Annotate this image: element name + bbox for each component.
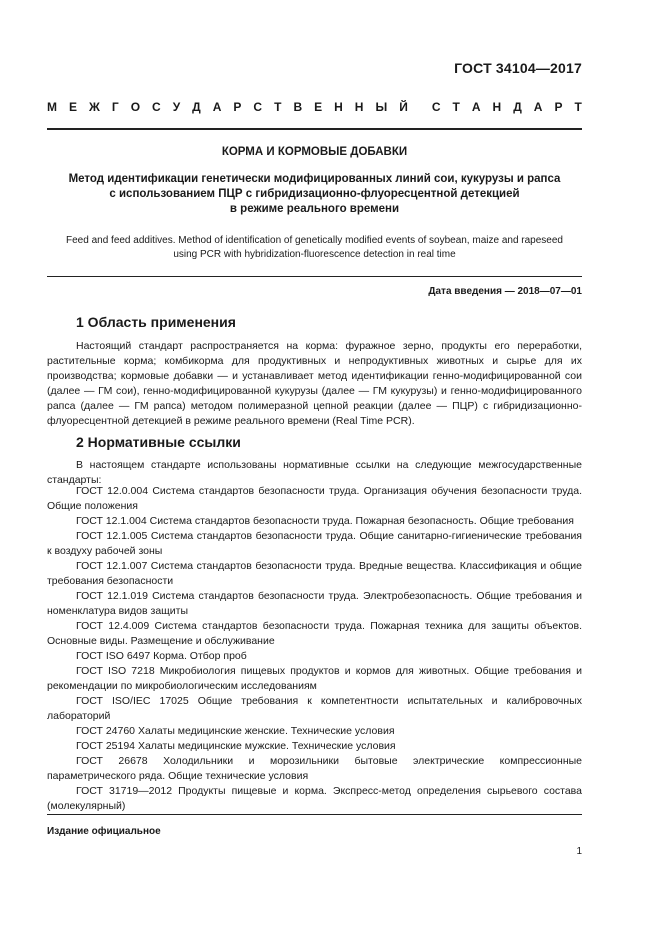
standard-type-letter: А — [212, 100, 222, 114]
standard-type-letter: Й — [399, 100, 408, 114]
reference-item — [47, 784, 582, 814]
standard-type-letter: Н — [334, 100, 343, 114]
subtitle-line: в режиме реального времени — [229, 203, 400, 215]
english-title-line: using PCR with hybridization-fluorescence detection in real time — [173, 248, 456, 260]
main-title: КОРМА И КОРМОВЫЕ ДОБАВКИ — [221, 146, 408, 158]
standard-type-letter: Р — [554, 100, 563, 114]
page-number: 1 — [576, 846, 582, 857]
standard-type-letter: Н — [492, 100, 502, 114]
reference-item — [47, 589, 582, 619]
section-1-text — [47, 339, 582, 429]
reference-text: ГОСТ 25194 Халаты медицинские мужские. Технические условия — [76, 740, 396, 752]
header-divider — [47, 128, 582, 130]
reference-text: ГОСТ ISO 7218 Микробиология пищевых продуктов и кормов для животных. Общие требования и рекомендации по микробиологическим исследованиям — [47, 665, 582, 692]
standard-type-letter: А — [533, 100, 543, 114]
standard-type-letter: Н — [354, 100, 364, 114]
reference-item — [47, 484, 582, 514]
reference-item — [47, 739, 582, 754]
subtitle — [47, 172, 582, 217]
reference-text: ГОСТ 12.4.009 Система стандартов безопасности труда. Пожарная техника для защиты объектов. Основные виды. Размещение и обслуживание — [47, 620, 582, 647]
section-2-title: 2 Нормативные ссылки — [76, 434, 241, 450]
title-divider — [47, 276, 582, 277]
reference-text: ГОСТ ISO 6497 Корма. Отбор проб — [76, 650, 247, 662]
normative-references-list — [47, 484, 582, 814]
footer-divider — [47, 814, 582, 815]
reference-item — [47, 529, 582, 559]
standard-type-heading — [47, 100, 582, 114]
reference-item — [47, 754, 582, 784]
standard-type-letter: В — [293, 100, 303, 114]
reference-item — [47, 664, 582, 694]
standard-type-letter: А — [471, 100, 481, 114]
reference-item — [47, 559, 582, 589]
standard-type-letter: Т — [274, 100, 282, 114]
standard-type-letter: С — [152, 100, 161, 114]
section-1-body: Настоящий стандарт распространяется на корма: фуражное зерно, продукты его переработки, растительные корма; комбикорма для продуктивных и непродуктивных животных и сырье для их производства; кормовые добавки — и устанавливает метод идентификации генно-модифицированной сои (далее — ГМ сои), генно-модифицированной кукурузы (далее — ГМ кукурузы) и генно-модифицированного рапса (далее — ГМ рапса) методом полимеразной цепной реакции (далее — ПЦР) с гибридизационно-флуоресцентной детекцией в режиме реального времени (Real Time PCR). — [47, 340, 582, 427]
reference-text: ГОСТ 26678 Холодильники и морозильники бытовые электрические компрессионные параметрического ряда. Общие технические условия — [47, 755, 582, 782]
standard-type-letter: У — [172, 100, 181, 114]
reference-text: ГОСТ 12.1.004 Система стандартов безопасности труда. Пожарная безопасность. Общие требования — [76, 515, 574, 527]
reference-item — [47, 619, 582, 649]
reference-text: ГОСТ 12.1.007 Система стандартов безопасности труда. Вредные вещества. Классификация и общие требования безопасности — [47, 560, 582, 587]
reference-text: ГОСТ 24760 Халаты медицинские женские. Технические условия — [76, 725, 395, 737]
standard-type-letter: Т — [452, 100, 460, 114]
standard-type-letter: Т — [574, 100, 582, 114]
standard-type-letter: С — [431, 100, 441, 114]
standard-type-letter: Е — [69, 100, 78, 114]
reference-item — [47, 694, 582, 724]
reference-item — [47, 649, 582, 664]
reference-text: ГОСТ 12.1.019 Система стандартов безопасности труда. Электробезопасность. Общие требования и номенклатура видов защиты — [47, 590, 582, 617]
reference-item — [47, 724, 582, 739]
standard-type-letter: Г — [111, 100, 119, 114]
reference-text: ГОСТ ISO/IEC 17025 Общие требования к компетентности испытательных и калибровочных лабораторий — [47, 695, 582, 722]
standard-type-letter: Ж — [89, 100, 100, 114]
edition-note: Издание официальное — [47, 826, 161, 837]
standard-type-letter: Д — [513, 100, 522, 114]
section-2-intro-text: В настоящем стандарте использованы нормативные ссылки на следующие межгосударственные стандарты: — [47, 459, 582, 486]
standard-type-letter: Д — [192, 100, 201, 114]
standard-type-letter: Е — [314, 100, 323, 114]
subtitle-line: с использованием ПЦР с гибридизационно-флуоресцентной детекцией — [109, 188, 520, 200]
english-title-line: Feed and feed additives. Method of identification of genetically modified events of soybean, maize and rapeseed — [66, 235, 563, 246]
standard-type-letter: Ы — [375, 100, 388, 114]
standard-type-letter: М — [47, 100, 57, 114]
reference-text: ГОСТ 12.1.005 Система стандартов безопасности труда. Общие санитарно-гигиенические требования к воздуху рабочей зоны — [47, 530, 582, 557]
section-1-title: 1 Область применения — [76, 314, 236, 330]
reference-item — [47, 514, 582, 529]
document-number: ГОСТ 34104—2017 — [454, 60, 582, 76]
effective-date: Дата введения — 2018—07—01 — [428, 286, 582, 297]
subtitle-line: Метод идентификации генетически модифицированных линий сои, кукурузы и рапса — [68, 173, 561, 185]
standard-type-letter: Р — [233, 100, 242, 114]
standard-type-letter: С — [253, 100, 263, 114]
english-title — [47, 234, 582, 261]
standard-type-letter: О — [130, 100, 141, 114]
reference-text: ГОСТ 12.0.004 Система стандартов безопасности труда. Организация обучения безопасности труда. Общие положения — [47, 485, 582, 512]
reference-text: ГОСТ 31719—2012 Продукты пищевые и корма. Экспресс-метод определения сырьевого состава (молекулярный) — [47, 785, 582, 812]
title-block — [47, 146, 582, 261]
